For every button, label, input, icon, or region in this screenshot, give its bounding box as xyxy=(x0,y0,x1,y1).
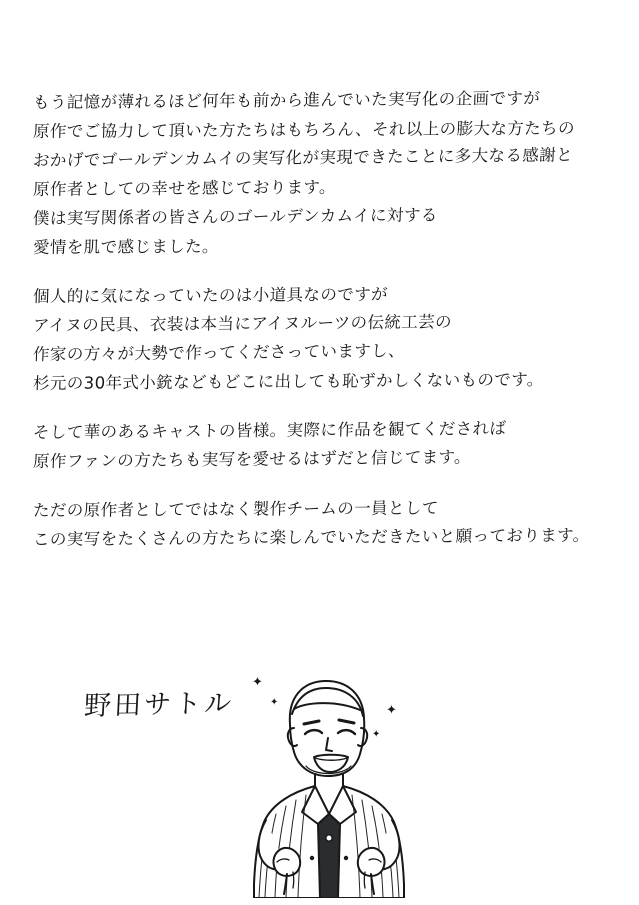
letter-line: おかげでゴールデンカムイの実写化が実現できたことに多大なる感謝と xyxy=(32,145,574,170)
letter-line: 個人的に気になっていたのは小道具なのですが xyxy=(32,284,389,306)
letter-line: そして華のあるキャストの皆様。実際に作品を観てくだされば xyxy=(32,418,507,442)
paragraph-1 xyxy=(33,88,618,262)
sparkle-icon: ✦ xyxy=(252,675,263,690)
letter-line: 愛情を肌で感じました。 xyxy=(32,236,220,257)
letter-line: もう記憶が薄れるほど何年も前から進んでいた実写化の企画ですが xyxy=(32,88,541,112)
letter-line: 杉元の30年式小銃などもどこに出しても恥ずかしくないものです。 xyxy=(32,369,545,393)
paragraph-3 xyxy=(33,418,618,476)
letter-line: 僕は実写関係者の皆さんのゴールデンカムイに対する xyxy=(32,205,439,228)
paragraph-4 xyxy=(33,496,618,554)
paragraph-2 xyxy=(33,282,618,398)
manga-character-illustration xyxy=(214,662,429,898)
letter-line: この実写をたくさんの方たちに楽しんでいただきたいと願っております。 xyxy=(32,525,590,549)
letter-line: 原作者としての幸せを感じております。 xyxy=(32,177,337,199)
sparkle-icon: ✦ xyxy=(386,703,397,718)
letter-line: アイヌの民具、衣装は本当にアイヌルーツの伝統工芸の xyxy=(32,312,453,335)
signature: 野田サトル xyxy=(83,687,235,722)
letter-line: 原作でご協力して頂いた方たちはもちろん、それ以上の膨大な方たちの xyxy=(32,118,576,141)
letter-line: 原作ファンの方たちも実写を愛せるはずだと信じてます。 xyxy=(32,447,472,471)
sparkle-icon: ✦ xyxy=(270,697,279,708)
letter-line: 作家の方々が大勢で作ってくださっていますし、 xyxy=(32,341,406,364)
letter-body xyxy=(33,88,618,554)
letter-line: ただの原作者としてではなく製作チームの一員として xyxy=(32,498,439,520)
sparkle-icon: ✦ xyxy=(372,729,381,740)
